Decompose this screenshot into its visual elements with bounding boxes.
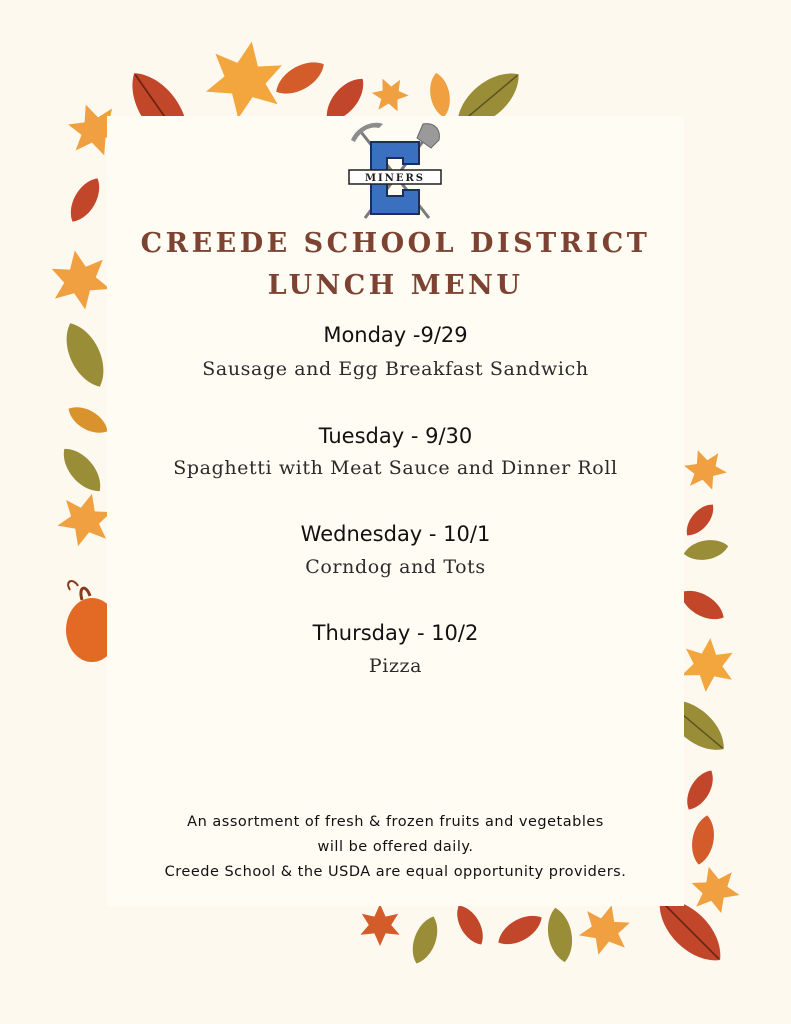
menu-day: Monday -9/29	[323, 323, 468, 347]
leaf-icon	[575, 899, 634, 961]
page-title: CREEDE SCHOOL DISTRICT	[140, 228, 651, 259]
leaf-icon	[681, 499, 720, 540]
leaf-icon	[63, 173, 106, 227]
logo-name: MINERS	[364, 173, 426, 184]
menu-meal: Sausage and Egg Breakfast Sandwich	[202, 358, 589, 380]
leaf-icon	[64, 401, 112, 440]
footer-disclaimer: Creede School & the USDA are equal opportunity providers.	[164, 864, 627, 880]
leaf-icon	[55, 442, 108, 499]
leaf-icon	[360, 904, 399, 946]
page-subtitle: LUNCH MENU	[267, 270, 524, 301]
leaf-icon	[407, 913, 444, 967]
menu-meal: Pizza	[368, 655, 423, 677]
footer-note: will be offered daily.	[317, 839, 474, 855]
leaf-icon	[270, 54, 329, 102]
menu-meal: Corndog and Tots	[305, 556, 486, 578]
leaf-icon	[544, 906, 576, 964]
leaf-icon	[493, 908, 547, 951]
menu-day: Tuesday - 9/30	[318, 424, 473, 448]
leaf-icon	[57, 317, 113, 393]
leaf-icon	[202, 35, 287, 124]
menu-meal: Spaghetti with Meat Sauce and Dinner Roll	[173, 457, 618, 479]
menu-day: Thursday - 10/2	[312, 621, 479, 645]
miners-crest-icon	[343, 118, 447, 224]
leaf-icon	[367, 72, 413, 119]
leaf-icon	[682, 537, 730, 563]
leaf-icon	[47, 246, 113, 315]
leaf-icon	[681, 636, 736, 694]
leaf-icon	[451, 901, 490, 949]
leaf-icon	[679, 444, 730, 497]
footer-note: An assortment of fresh & frozen fruits and vegetables	[187, 814, 604, 830]
leaf-icon	[681, 766, 720, 814]
menu-day: Wednesday - 10/1	[300, 522, 491, 546]
leaf-icon	[427, 71, 453, 119]
